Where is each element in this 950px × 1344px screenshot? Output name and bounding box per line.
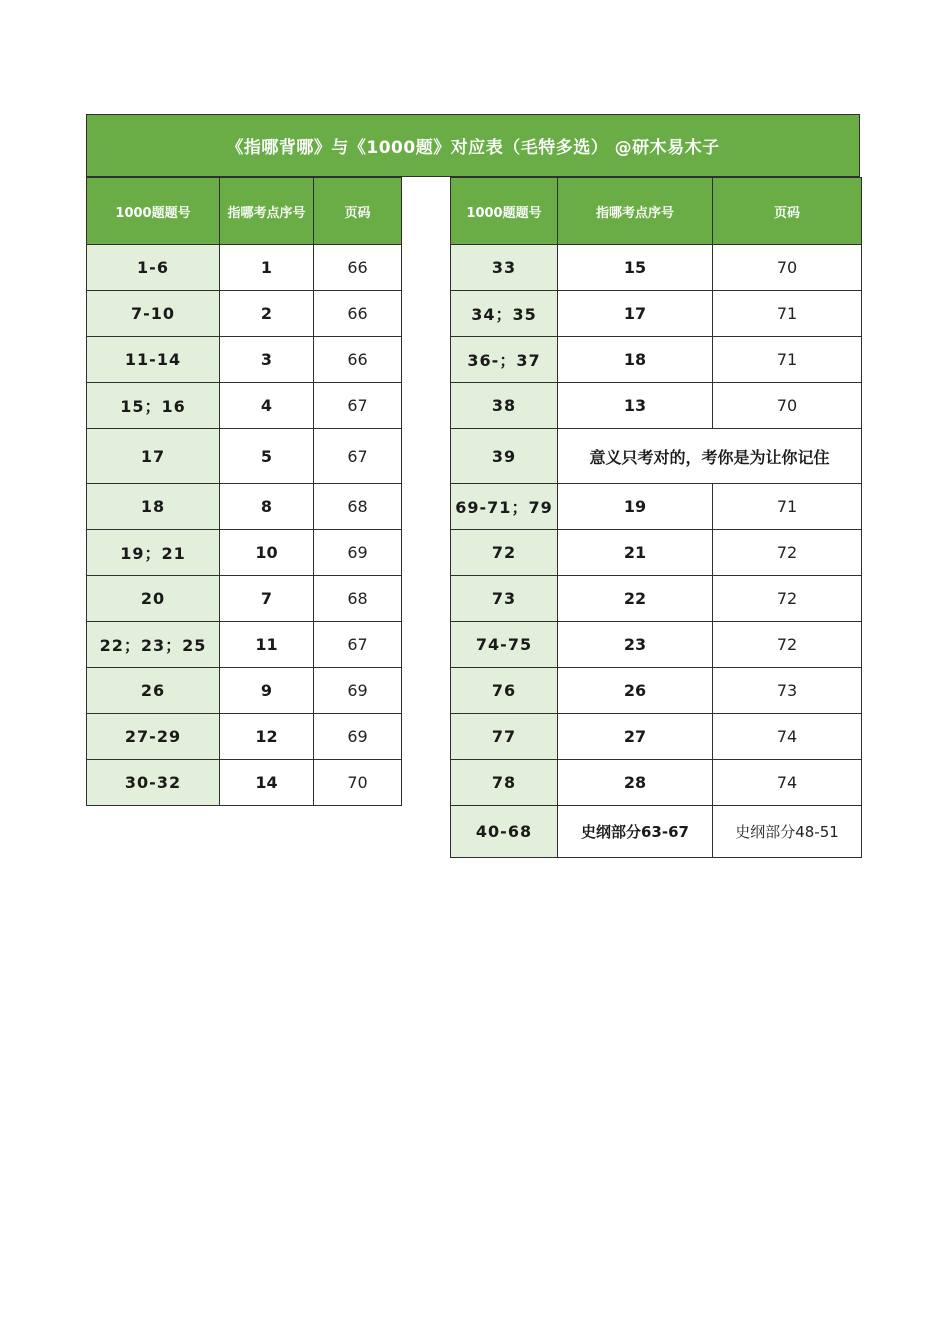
header-point-number: 指哪考点序号: [220, 178, 314, 245]
question-number-cell: 34；35: [451, 291, 558, 337]
table-row: [87, 668, 402, 714]
table-row: [87, 484, 402, 530]
question-number-cell: 26: [87, 668, 220, 714]
right-header-row: [451, 178, 862, 245]
point-number-cell: 3: [220, 337, 314, 383]
point-number-cell: 22: [558, 576, 713, 622]
point-number-cell: 8: [220, 484, 314, 530]
table-row: [87, 530, 402, 576]
question-number-cell: 30-32: [87, 760, 220, 806]
question-number-cell: 7-10: [87, 291, 220, 337]
question-number-cell: 39: [451, 429, 558, 484]
header-point-number: 指哪考点序号: [558, 178, 713, 245]
table-row: [451, 668, 862, 714]
table-row: [87, 383, 402, 429]
page-cell: 69: [314, 668, 402, 714]
point-number-cell: 15: [558, 245, 713, 291]
question-number-cell: 38: [451, 383, 558, 429]
question-number-cell: 15；16: [87, 383, 220, 429]
page-cell: 71: [713, 484, 862, 530]
question-number-cell: 40-68: [451, 806, 558, 858]
table-row: [451, 383, 862, 429]
table-row: [451, 429, 862, 484]
page-cell: 74: [713, 714, 862, 760]
point-number-cell: 2: [220, 291, 314, 337]
table-row: [451, 806, 862, 858]
table-row: [451, 760, 862, 806]
question-number-cell: 17: [87, 429, 220, 484]
question-number-cell: 72: [451, 530, 558, 576]
question-number-cell: 20: [87, 576, 220, 622]
point-number-cell: 21: [558, 530, 713, 576]
question-number-cell: 74-75: [451, 622, 558, 668]
page-cell: 69: [314, 530, 402, 576]
table-row: [87, 245, 402, 291]
question-number-cell: 19；21: [87, 530, 220, 576]
page-cell: 69: [314, 714, 402, 760]
table-row: [87, 576, 402, 622]
point-number-cell: 28: [558, 760, 713, 806]
table-row: [87, 337, 402, 383]
question-number-cell: 73: [451, 576, 558, 622]
point-number-cell: 1: [220, 245, 314, 291]
table-row: [451, 576, 862, 622]
page-cell: 67: [314, 622, 402, 668]
table-row: [451, 337, 862, 383]
table-row: [87, 291, 402, 337]
point-number-cell: 7: [220, 576, 314, 622]
question-number-cell: 76: [451, 668, 558, 714]
point-number-cell: 19: [558, 484, 713, 530]
point-number-cell: 5: [220, 429, 314, 484]
point-number-cell: 11: [220, 622, 314, 668]
question-number-cell: 11-14: [87, 337, 220, 383]
point-number-cell: 13: [558, 383, 713, 429]
right-table: [450, 177, 862, 858]
page-cell: 68: [314, 484, 402, 530]
right-table-body: [451, 245, 862, 858]
page-cell: 72: [713, 622, 862, 668]
header-page: 页码: [713, 178, 862, 245]
page-cell: 67: [314, 383, 402, 429]
point-number-cell: 26: [558, 668, 713, 714]
point-number-cell: 9: [220, 668, 314, 714]
table-row: [451, 245, 862, 291]
page-cell: 67: [314, 429, 402, 484]
question-number-cell: 18: [87, 484, 220, 530]
page-cell: 66: [314, 337, 402, 383]
question-number-cell: 36-；37: [451, 337, 558, 383]
point-number-cell: 18: [558, 337, 713, 383]
question-number-cell: 69-71；79: [451, 484, 558, 530]
page-cell: 68: [314, 576, 402, 622]
page-cell: 72: [713, 576, 862, 622]
point-number-cell: 27: [558, 714, 713, 760]
header-question-number: 1000题题号: [87, 178, 220, 245]
question-number-cell: 1-6: [87, 245, 220, 291]
question-number-cell: 27-29: [87, 714, 220, 760]
question-number-cell: 33: [451, 245, 558, 291]
left-table: [86, 177, 402, 806]
page-cell: 66: [314, 291, 402, 337]
header-page: 页码: [314, 178, 402, 245]
point-number-cell: 17: [558, 291, 713, 337]
page-cell: 70: [713, 245, 862, 291]
table-row: [87, 760, 402, 806]
header-question-number: 1000题题号: [451, 178, 558, 245]
left-header-row: [87, 178, 402, 245]
table-row: [87, 622, 402, 668]
table-row: [451, 622, 862, 668]
table-row: [451, 714, 862, 760]
page-cell: 71: [713, 337, 862, 383]
page-cell: 72: [713, 530, 862, 576]
table-row: [451, 530, 862, 576]
page-cell: 74: [713, 760, 862, 806]
question-number-cell: 22；23；25: [87, 622, 220, 668]
table-row: [451, 291, 862, 337]
point-number-cell: 史纲部分63-67: [558, 806, 713, 858]
page-cell: 73: [713, 668, 862, 714]
point-number-cell: 14: [220, 760, 314, 806]
left-table-body: [87, 245, 402, 806]
question-number-cell: 78: [451, 760, 558, 806]
table-row: [451, 484, 862, 530]
table-title: 《指哪背哪》与《1000题》对应表（毛特多选） @研木易木子: [86, 114, 860, 177]
point-number-cell: 23: [558, 622, 713, 668]
page-cell: 70: [314, 760, 402, 806]
page-cell: 70: [713, 383, 862, 429]
page-cell: 71: [713, 291, 862, 337]
note-cell: 意义只考对的，考你是为让你记住: [558, 429, 862, 484]
point-number-cell: 4: [220, 383, 314, 429]
point-number-cell: 12: [220, 714, 314, 760]
question-number-cell: 77: [451, 714, 558, 760]
page-cell: 史纲部分48-51: [713, 806, 862, 858]
table-row: [87, 714, 402, 760]
page-cell: 66: [314, 245, 402, 291]
table-row: [87, 429, 402, 484]
point-number-cell: 10: [220, 530, 314, 576]
